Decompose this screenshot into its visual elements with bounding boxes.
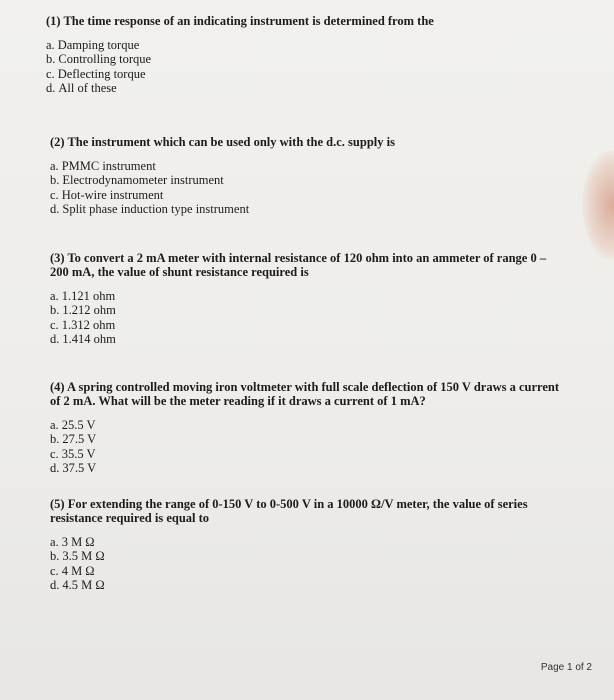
- question-4-title-line-1: (4) A spring controlled moving iron voltmeter with full scale deflection of 150 V draws a current: [50, 380, 559, 394]
- option-text: 1.312 ohm: [61, 317, 116, 332]
- option-letter: c.: [50, 187, 59, 202]
- question-1-option-b: [46, 52, 586, 66]
- option-letter: d.: [50, 578, 60, 593]
- question-4: [50, 380, 590, 476]
- option-text: 3.5 M Ω: [62, 549, 105, 564]
- option-text: 27.5 V: [62, 432, 97, 447]
- option-letter: b.: [50, 549, 60, 564]
- question-3: [50, 251, 590, 347]
- question-4-option-b: [50, 432, 590, 446]
- question-3-option-c: [50, 318, 590, 332]
- option-text: 37.5 V: [62, 461, 97, 476]
- question-4-option-d: [50, 461, 590, 475]
- question-3-option-d: [50, 332, 590, 346]
- option-letter: b.: [50, 173, 60, 188]
- question-5-option-d: [50, 578, 590, 592]
- question-1: [46, 14, 586, 96]
- option-text: 1.121 ohm: [61, 289, 116, 303]
- option-text: Deflecting torque: [57, 66, 146, 81]
- question-4-title-line-2: of 2 mA. What will be the meter reading if it draws a current of 1 mA?: [50, 394, 426, 408]
- option-letter: a.: [46, 38, 55, 52]
- option-letter: c.: [50, 317, 59, 332]
- question-3-title-line-2: 200 mA, the value of shunt resistance required is: [50, 265, 309, 279]
- question-5-title-line-2: resistance required is equal to: [50, 511, 210, 525]
- option-letter: d.: [50, 332, 60, 347]
- option-letter: a.: [50, 159, 59, 173]
- option-text: 35.5 V: [61, 446, 96, 461]
- option-text: Electrodynamometer instrument: [62, 173, 224, 188]
- question-5-option-c: [50, 564, 590, 578]
- option-text: Controlling torque: [58, 52, 152, 67]
- question-3-option-b: [50, 303, 590, 317]
- option-letter: c.: [50, 563, 59, 578]
- option-text: 1.414 ohm: [62, 332, 116, 347]
- option-letter: d.: [46, 81, 56, 96]
- question-2-title: (2) The instrument which can be used only with the d.c. supply is: [50, 135, 395, 149]
- option-text: 3 M Ω: [61, 535, 95, 549]
- question-2-option-d: [50, 202, 590, 216]
- question-3-title-line-1: (3) To convert a 2 mA meter with internal resistance of 120 ohm into an ammeter of range 0 –: [50, 251, 547, 265]
- page-number: Page 1 of 2: [540, 662, 592, 673]
- question-4-option-a: [50, 418, 590, 432]
- option-letter: a.: [50, 418, 59, 432]
- option-text: Split phase induction type instrument: [62, 202, 250, 217]
- option-letter: d.: [50, 202, 60, 217]
- option-text: 4 M Ω: [61, 563, 95, 578]
- option-letter: b.: [50, 303, 60, 318]
- question-5-option-b: [50, 549, 590, 563]
- option-letter: a.: [50, 535, 59, 549]
- question-2: [50, 135, 590, 217]
- option-text: All of these: [58, 81, 117, 96]
- option-text: 1.212 ohm: [62, 303, 116, 318]
- option-letter: b.: [50, 432, 60, 447]
- question-5-title: [50, 497, 590, 525]
- option-letter: c.: [46, 66, 55, 81]
- option-text: Damping torque: [57, 38, 140, 52]
- option-letter: b.: [46, 52, 56, 67]
- question-2-option-c: [50, 188, 590, 202]
- option-letter: a.: [50, 289, 59, 303]
- question-1-option-d: [46, 81, 586, 95]
- question-4-title: [50, 380, 590, 408]
- question-5: [50, 497, 590, 593]
- option-text: PMMC instrument: [61, 159, 156, 173]
- question-4-option-c: [50, 447, 590, 461]
- question-1-option-a: [46, 38, 586, 52]
- question-3-title: [50, 251, 590, 279]
- option-letter: c.: [50, 446, 59, 461]
- option-text: 4.5 M Ω: [62, 578, 105, 593]
- option-letter: d.: [50, 461, 60, 476]
- option-text: 25.5 V: [61, 418, 96, 432]
- question-5-option-a: [50, 535, 590, 549]
- question-5-title-line-1: (5) For extending the range of 0-150 V to 0-500 V in a 10000 Ω/V meter, the value of series: [50, 497, 528, 511]
- question-2-option-a: [50, 159, 590, 173]
- question-1-title: (1) The time response of an indicating instrument is determined from the: [46, 14, 434, 28]
- question-1-option-c: [46, 67, 586, 81]
- option-text: Hot-wire instrument: [61, 187, 164, 202]
- question-3-option-a: [50, 289, 590, 303]
- question-2-option-b: [50, 173, 590, 187]
